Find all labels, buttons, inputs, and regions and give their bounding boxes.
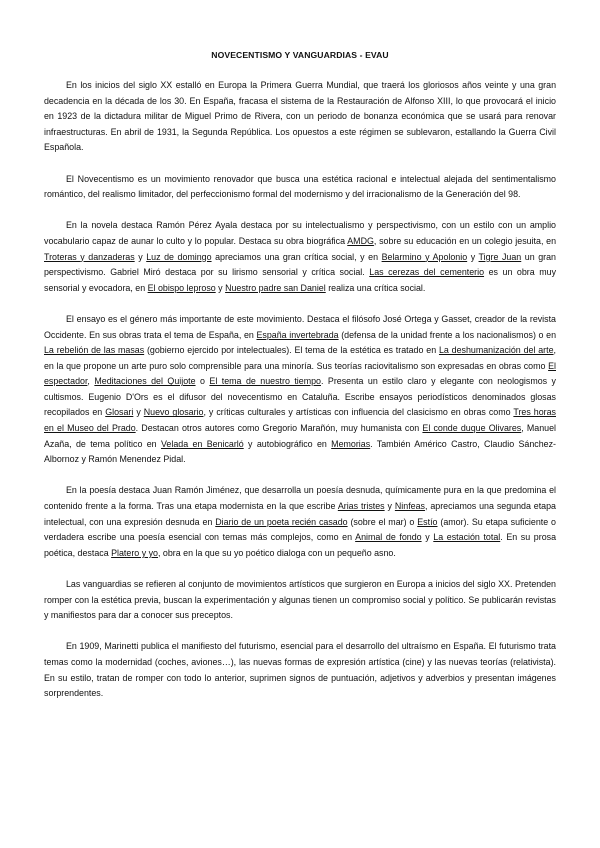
- work-title: Diario de un poeta recién casado: [215, 516, 348, 527]
- text-segment: Las vanguardias se refieren al conjunto de movimientos artísticos que surgieron en Europa a inicios del siglo XX. Pretenden romper con la estética previa, buscan la experimentación y algunas tienen un compromiso social y político. Se publicarán revistas y manifiestos para dar a conocer sus preceptos.: [44, 579, 556, 621]
- text-segment: un gran perspectivismo. Gabriel Miró destaca por su lirismo sensorial y crítica social.: [44, 251, 556, 278]
- work-title: AMDG: [347, 235, 374, 246]
- text-segment: (gobierno ejercido por intelectuales). El tema de la estética es tratado en: [144, 345, 439, 356]
- work-title: Belarmino y Apolonio: [381, 251, 468, 262]
- work-title: Animal de fondo: [355, 532, 422, 543]
- paragraph: [44, 172, 556, 203]
- text-segment: ,: [87, 376, 95, 387]
- text-segment: y: [133, 407, 144, 418]
- work-title: Memorias: [331, 438, 371, 449]
- paragraph: [44, 639, 556, 701]
- text-segment: . En su prosa poética, destaca: [44, 532, 557, 558]
- text-segment: , y críticas culturales y artísticas con influencia del clasicismo en obras como: [203, 407, 514, 418]
- text-segment: , obra en la que su yo poético dialoga con un pequeño asno.: [157, 547, 396, 558]
- work-title: Arias tristes: [337, 501, 385, 512]
- work-title: Glosari: [105, 407, 134, 418]
- text-segment: (amor). Su etapa suficiente o verdadera escribe una poesía esencial con temas más complejos, como en: [44, 516, 556, 543]
- text-segment: . Destacan otros autores como Gregorio Marañón, muy humanista con: [135, 423, 423, 434]
- document-body: [44, 78, 556, 702]
- work-title: Tigre Juan: [478, 251, 522, 262]
- work-title: La rebelión de las masas: [44, 345, 145, 356]
- text-segment: , Manuel Azaña, de tema político en: [44, 423, 556, 449]
- paragraph: [44, 577, 556, 624]
- work-title: El tema de nuestro tiempo: [209, 376, 321, 387]
- text-segment: y: [215, 282, 226, 293]
- work-title: Troteras y danzaderas: [44, 251, 135, 262]
- work-title: El obispo leproso: [147, 282, 216, 293]
- text-segment: En 1909, Marinetti publica el manifiesto del futurismo, esencial para el desarrollo del ultraísmo en España. El futurismo trata temas como la modernidad (coches, aviones…), las nuevas formas de expresión artística (cine) y las nuevas teorías (relativista). En su estilo, tratan de romper con todo lo anterior, suprimen signos de puntuación, adjetivos y adverbios y presentan imágenes sorprendentes.: [44, 641, 556, 699]
- work-title: Nuestro padre san Daniel: [225, 282, 326, 293]
- text-segment: El Novecentismo es un movimiento renovador que busca una estética racional e intelectual alejada del sentimentalismo romántico, del realismo limitador, del perfeccionismo formal del modernismo y del irracionalismo de la Generación del 98.: [44, 173, 556, 200]
- paragraph: [44, 218, 556, 296]
- text-segment: o: [195, 376, 210, 387]
- text-segment: , sobre su educación en un colegio jesuita, en: [373, 235, 557, 246]
- work-title: El conde duque Olivares: [422, 423, 522, 434]
- text-segment: realiza una crítica social.: [325, 282, 426, 293]
- text-segment: y: [384, 501, 395, 512]
- text-segment: y autobiográfico en: [243, 438, 332, 449]
- text-segment: (defensa de la unidad frente a los nacionalismos) o en: [338, 329, 557, 340]
- work-title: Luz de domingo: [146, 251, 212, 262]
- text-segment: y: [421, 532, 434, 543]
- text-segment: (sobre el mar) o: [347, 516, 418, 527]
- work-title: Nuevo glosario: [143, 407, 204, 418]
- work-title: La deshumanización del arte: [438, 345, 554, 356]
- text-segment: En la novela destaca Ramón Pérez Ayala destaca por su intelectualismo y perspectivismo, con un estilo con un amplio vocabulario capaz de aunar lo culto y lo popular. Destaca su obra biográfica: [44, 220, 556, 246]
- work-title: Platero y yo: [111, 547, 158, 558]
- paragraph: [44, 78, 556, 156]
- work-title: España invertebrada: [256, 329, 339, 340]
- text-segment: . Presenta un estilo claro y elegante con neologismos y cultismos. Eugenio D'Ors es el difusor del novecentismo en Cataluña. Escribe ensayos periodísticos denominados glosas recopilados en: [44, 376, 556, 418]
- text-segment: El ensayo es el género más importante de este movimiento. Destaca el filósofo José Ortega y Gasset, creador de la revista Occidente. En sus obras trata el tema de España, en: [44, 313, 556, 340]
- paragraph: [44, 483, 556, 561]
- work-title: El espectador: [44, 360, 556, 387]
- text-segment: En la poesía destaca Juan Ramón Jiménez, que desarrolla un poesía desnuda, químicamente pura en la que predomina el contenido frente a la forma. Tras una etapa modernista en la que escribe: [44, 485, 556, 512]
- work-title: Meditaciones del Quijote: [94, 376, 196, 387]
- text-segment: , apreciamos una segunda etapa intelectual, con una expresión desnuda en: [44, 501, 556, 527]
- text-segment: En los inicios del siglo XX estalló en Europa la Primera Guerra Mundial, que traerá los gloriosos años veinte y una gran decadencia en la década de los 30. En España, fracasa el sistema de la Restauración de Alfonso XIII, lo que provocará el inicio en 1923 de la dictadura militar de Miguel Primo de Rivera, con un periodo de bonanza económica que se usará para renovar infraestructuras. En abril de 1931, la Segunda República. Los opuestos a este régimen se sublevaron, estallando la Guerra Civil Española.: [44, 80, 556, 153]
- work-title: La estación total: [433, 532, 501, 543]
- text-segment: y: [467, 251, 479, 262]
- work-title: Las cerezas del cementerio: [369, 267, 485, 278]
- work-title: Tres horas en el Museo del Prado: [44, 407, 556, 434]
- text-segment: apreciamos una gran crítica social, y en: [211, 251, 382, 262]
- work-title: Velada en Benicarló: [160, 438, 244, 449]
- work-title: Ninfeas: [394, 501, 425, 512]
- text-segment: . También Américo Castro, Claudio Sánchez-Albornoz y Ramón Menendez Pidal.: [44, 438, 556, 465]
- work-title: Estío: [417, 516, 438, 527]
- text-segment: es un obra muy sensorial y evocadora, en: [44, 267, 557, 293]
- text-segment: , en la que propone un arte puro solo comprensible para una minoría. Sus teorías raciovitalismo son expresadas en obras como: [44, 345, 557, 371]
- text-segment: y: [134, 251, 147, 262]
- document-title: NOVECENTISMO Y VANGUARDIAS - EVAU: [211, 50, 389, 60]
- paragraph: [44, 312, 556, 468]
